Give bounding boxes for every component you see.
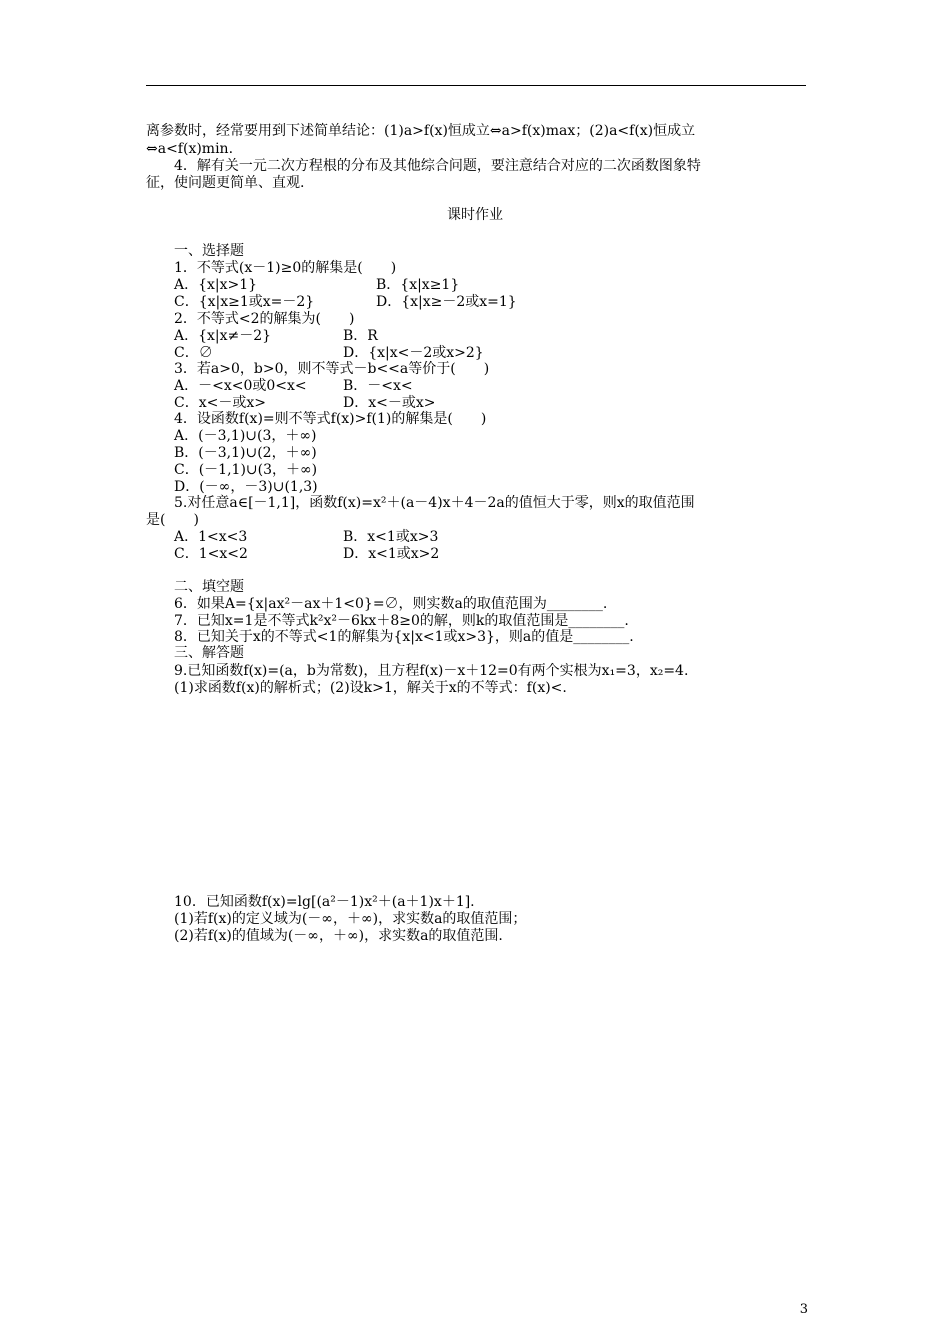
q6-text: 6．如果A={x|ax²－ax＋1<0}=∅，则实数a的取值范围为________.: [174, 596, 608, 612]
q5-option-a: A．1<x<3: [174, 529, 248, 545]
q1-stem: 1．不等式(x－1)≥0的解集是( ): [174, 260, 397, 276]
header-rule: [146, 85, 806, 86]
q3-option-b: B．－<x<: [343, 378, 413, 394]
q4-option-b: B．(－3,1)∪(2，＋∞): [174, 445, 317, 461]
intro-line-2: ⇔a<f(x)min.: [146, 141, 234, 157]
q4-option-a: A．(－3,1)∪(3，＋∞): [174, 428, 317, 444]
q2-option-c: C．∅: [174, 345, 213, 361]
q1-option-c: C．{x|x≥1或x=－2}: [174, 294, 315, 310]
q10-line-1: 10．已知函数f(x)=lg[(a²－1)x²＋(a＋1)x＋1].: [174, 894, 475, 910]
page-title: 课时作业: [447, 207, 503, 223]
q9-line-2: (1)求函数f(x)的解析式；(2)设k>1，解关于x的不等式：f(x)<.: [174, 680, 567, 696]
q2-option-b: B．R: [343, 328, 378, 344]
q3-stem: 3．若a>0，b>0，则不等式－b<<a等价于( ): [174, 361, 490, 377]
q2-stem: 2．不等式<2的解集为( ): [174, 311, 355, 327]
q4-option-c: C．(－1,1)∪(3，＋∞): [174, 462, 318, 478]
q10-line-2: (1)若f(x)的定义域为(－∞，＋∞)，求实数a的取值范围；: [174, 911, 527, 927]
q2-option-a: A．{x|x≠－2}: [174, 328, 272, 344]
section-fill-heading: 二、填空题: [174, 579, 244, 595]
q5-stem-line-2: 是( ): [146, 512, 199, 528]
q5-option-d: D．x<1或x>2: [343, 546, 440, 562]
q1-option-a: A．{x|x>1}: [174, 277, 258, 293]
q2-option-d: D．{x|x<－2或x>2}: [343, 345, 484, 361]
intro-line-4: 征，使问题更简单、直观.: [146, 175, 305, 191]
q5-option-c: C．1<x<2: [174, 546, 248, 562]
page-number: 3: [799, 1302, 808, 1317]
intro-line-3: 4．解有关一元二次方程根的分布及其他综合问题，要注意结合对应的二次函数图象特: [174, 158, 701, 174]
section-answer-heading: 三、解答题: [174, 645, 244, 661]
q1-option-b: B．{x|x≥1}: [376, 277, 460, 293]
q10-line-3: (2)若f(x)的值域为(－∞，＋∞)，求实数a的取值范围.: [174, 928, 503, 944]
q1-option-d: D．{x|x≥－2或x=1}: [376, 294, 517, 310]
q3-option-d: D．x<－或x>: [343, 395, 436, 411]
q3-option-a: A．－<x<0或0<x<: [174, 378, 307, 394]
q8-text: 8．已知关于x的不等式<1的解集为{x|x<1或x>3}，则a的值是________.: [174, 629, 634, 645]
q7-text: 7．已知x=1是不等式k²x²－6kx＋8≥0的解，则k的取值范围是________.: [174, 613, 629, 629]
section-choice-heading: 一、选择题: [174, 243, 244, 259]
q9-line-1: 9.已知函数f(x)=(a，b为常数)，且方程f(x)－x＋12=0有两个实根为x₁=3，x₂=4.: [174, 663, 689, 679]
q5-stem-line-1: 5.对任意a∈[－1,1]，函数f(x)=x²＋(a－4)x＋4－2a的值恒大于零，则x的取值范围: [174, 495, 695, 511]
q5-option-b: B．x<1或x>3: [343, 529, 439, 545]
q4-stem: 4．设函数f(x)=则不等式f(x)>f(1)的解集是( ): [174, 411, 487, 427]
intro-line-1: 离参数时，经常要用到下述简单结论：(1)a>f(x)恒成立⇔a>f(x)max；(2)a<f(x)恒成立: [146, 123, 696, 139]
q4-option-d: D．(－∞，－3)∪(1,3): [174, 479, 318, 495]
q3-option-c: C．x<－或x>: [174, 395, 266, 411]
